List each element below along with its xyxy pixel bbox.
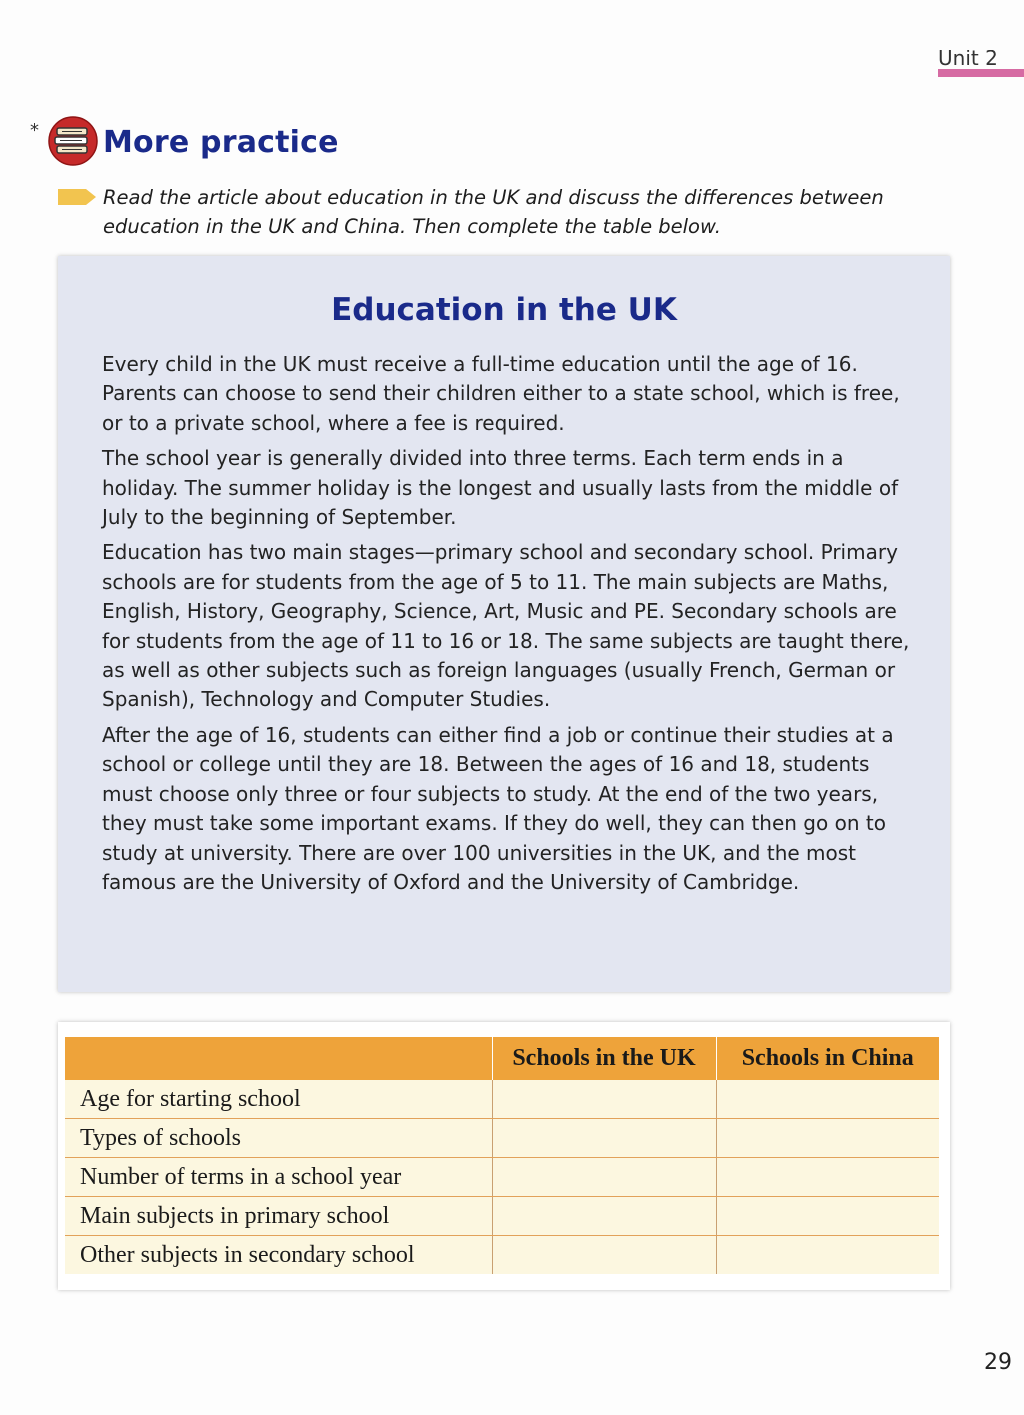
article-panel <box>58 256 950 992</box>
books-icon <box>46 116 98 166</box>
article-paragraph: Education has two main stages—primary school and secondary school. Primary schools are for students from the age of 5 to 11. The main subjects are Maths, English, History, Geography, Science, Art, Music and PE. Secondary schools are for students from the age of 11 to 16 or 18. The same subjects are taught there, as well as other subjects such as foreign languages (usually French, German or Spanish), Technology and Computer Studies. <box>102 540 910 712</box>
table-header-row <box>65 1037 939 1080</box>
article-paragraph: The school year is generally divided into three terms. Each term ends in a holiday. The summer holiday is the longest and usually lasts from the middle of July to the beginning of September. <box>102 446 899 530</box>
table-header-cell: Schools in China <box>716 1037 939 1080</box>
instruction-text: Read the article about education in the UK and discuss the differences between education in the UK and China. Then complete the table below. <box>103 186 884 238</box>
table-row <box>65 1080 939 1119</box>
section-title: More practice <box>103 125 339 160</box>
article-body <box>102 350 920 903</box>
comparison-table <box>65 1037 939 1274</box>
answer-cell-china[interactable] <box>716 1236 939 1275</box>
table-row-label: Main subjects in primary school <box>65 1197 492 1236</box>
answer-cell-china[interactable] <box>716 1119 939 1158</box>
answer-cell-china[interactable] <box>716 1158 939 1197</box>
article-title: Education in the UK <box>331 292 677 328</box>
article-paragraph: Every child in the UK must receive a full-time education until the age of 16. Parents can choose to send their children either to a state school, which is free, or to a private school, where a fee is required. <box>102 352 900 435</box>
article-paragraph: After the age of 16, students can either find a job or continue their studies at a school or college until they are 18. Between the ages of 16 and 18, students must choose only three or four subjects to study. At the end of the two years, they must take some important exams. If they do well, they can then go on to study at university. There are over 100 universities in the UK, and the most famous are the University of Oxford and the University of Cambridge. <box>102 722 894 894</box>
table-row-label: Age for starting school <box>65 1080 492 1119</box>
table-row-label: Types of schools <box>65 1119 492 1158</box>
answer-cell-china[interactable] <box>716 1080 939 1119</box>
unit-label: Unit 2 <box>938 50 998 66</box>
answer-cell-uk[interactable] <box>492 1197 716 1236</box>
page-number: 29 <box>984 1350 1012 1375</box>
answer-cell-uk[interactable] <box>492 1158 716 1197</box>
table-row <box>65 1236 939 1275</box>
answer-cell-uk[interactable] <box>492 1119 716 1158</box>
optional-asterisk: * <box>30 120 39 141</box>
table-row <box>65 1158 939 1197</box>
instruction-marker-icon <box>58 189 96 205</box>
unit-accent-bar <box>938 69 1024 77</box>
comparison-table-panel <box>58 1022 950 1290</box>
table-row-label: Number of terms in a school year <box>65 1158 492 1197</box>
table-header-cell: Schools in the UK <box>492 1037 716 1080</box>
table-header-cell <box>65 1037 492 1080</box>
answer-cell-uk[interactable] <box>492 1080 716 1119</box>
table-row-label: Other subjects in secondary school <box>65 1236 492 1275</box>
table-row <box>65 1119 939 1158</box>
table-row <box>65 1197 939 1236</box>
answer-cell-uk[interactable] <box>492 1236 716 1275</box>
answer-cell-china[interactable] <box>716 1197 939 1236</box>
